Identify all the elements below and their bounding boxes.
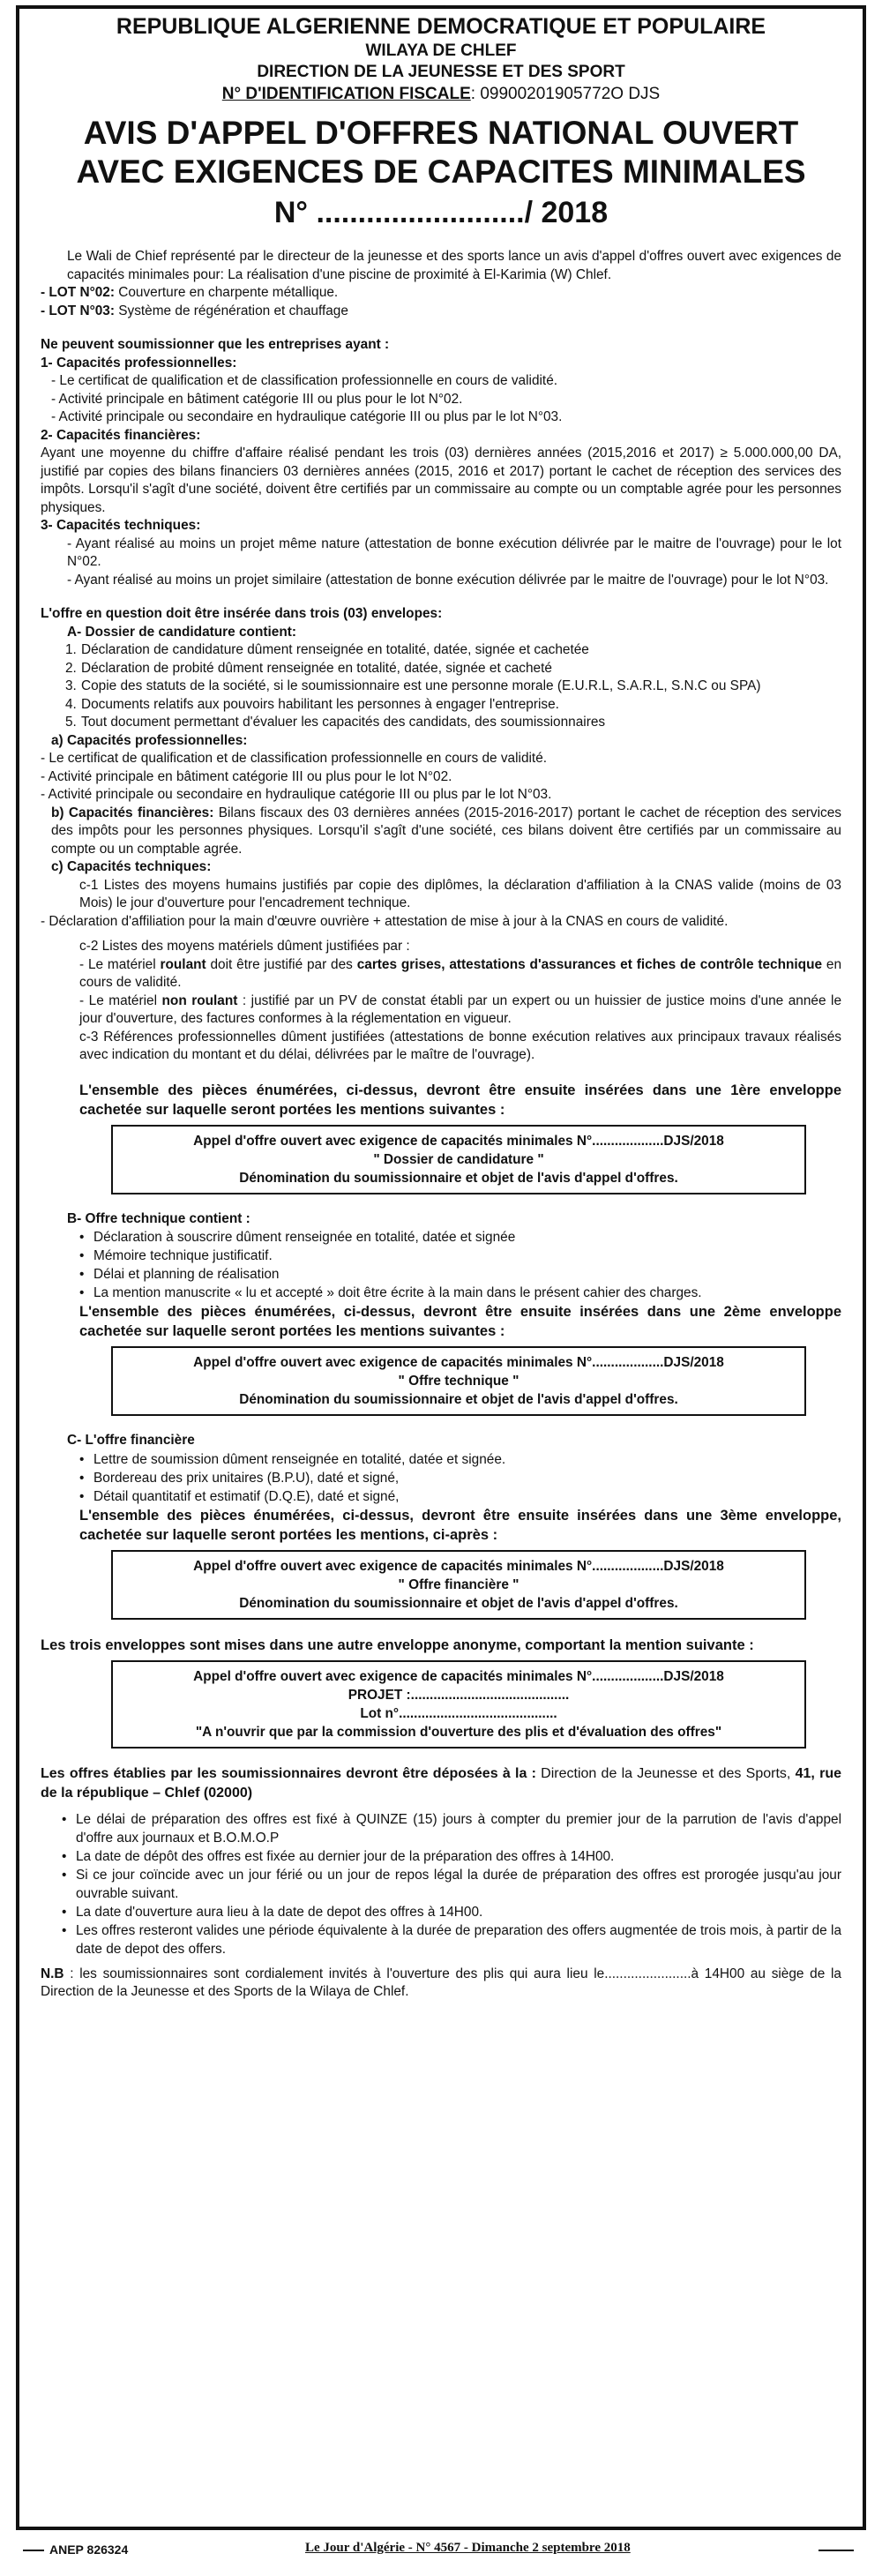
box-line: " Offre technique " xyxy=(398,1374,519,1389)
list-item: 5. Tout document permettant d'évaluer les capacités des candidats, des soumissionnaires xyxy=(65,715,606,730)
candidature-list xyxy=(41,641,841,732)
anonymous-envelope-text: Les trois enveloppes sont mises dans une autre enveloppe anonyme, comportant la mention suivante : xyxy=(41,1636,754,1653)
list-item: • Mémoire technique justificatif. xyxy=(93,1247,841,1265)
header-block xyxy=(41,12,841,105)
header-nif xyxy=(41,84,841,105)
notice-content xyxy=(41,12,841,2002)
sub-tech-heading: c) Capacités techniques: xyxy=(51,859,212,875)
box-line: Dénomination du soumissionnaire et objet de l'avis d'appel d'offres. xyxy=(239,1595,678,1611)
nif-value: : 09900201905772O DJS xyxy=(470,84,661,103)
list-item: 4. Documents relatifs aux pouvoirs habilitant les personnes à engager l'entreprise. xyxy=(65,696,559,712)
envelope-3-label-box xyxy=(111,1550,806,1620)
c3-text: c-3 Références professionnelles dûment justifiées (attestations de bonne exécution relatives aux principaux travaux réalisés avec indication du montant et du délai, délivrées par le maître de l'ouvrage). xyxy=(79,1029,841,1063)
title-line-2: AVEC EXIGENCES DE CAPACITES MINIMALES xyxy=(76,153,806,190)
c2b-text: - Le matériel non roulant : justifié par un PV de constat établi par un expert ou un huissier de justice moins d'une année le jour d'ouverture, des factures conformes à la réglementation en vigueur. xyxy=(79,992,842,1027)
c2a-text: - Le matériel roulant doit être justifié par des cartes grises, attestations d'assurances et fiches de contrôle technique en cours de validité. xyxy=(79,956,842,991)
c1-text: c-1 Listes des moyens humains justifiés par copie des diplômes, la déclaration d'affiliation à la CNAS valide (moins de 03 Mois) le jour d'ouverture pour l'encadrement technique. xyxy=(79,877,841,911)
box-line: Appel d'offre ouvert avec exigence de capacités minimales N°...................DJS/2018 xyxy=(193,1355,724,1371)
envelope-3-instructions: L'ensemble des pièces énumérées, ci-dessus, devront être ensuite insérées dans une 3ème enveloppe, cachetée sur laquelle seront portées les mentions, ci-après : xyxy=(79,1507,841,1543)
list-item: • La mention manuscrite « lu et accepté » doit être écrite à la main dans le présent cahier des charges. xyxy=(93,1284,841,1302)
eligibility-heading: Ne peuvent soumissionner que les entreprises ayant : xyxy=(41,337,390,353)
header-direction: DIRECTION DE LA JEUNESSE ET DES SPORT xyxy=(257,63,625,82)
box-line: Appel d'offre ouvert avec exigence de capacités minimales N°...................DJS/2018 xyxy=(193,1668,724,1684)
header-republic: REPUBLIQUE ALGERIENNE DEMOCRATIQUE ET POPULAIRE xyxy=(116,14,766,39)
deposit-paragraph: Les offres établies par les soumissionnaires devront être déposées à la : Direction de la Jeunesse et des Sports, 41, rue de la république – Chlef (02000) xyxy=(41,1765,841,1801)
publication-footer xyxy=(49,2537,833,2564)
prof-item: - Activité principale en bâtiment catégorie III ou plus pour le lot N°02. xyxy=(51,391,463,407)
intro-paragraph: Le Wali de Chief représenté par le directeur de la jeunesse et des sports lance un avis d'appel d'offres ouvert avec exigences de capacités minimales pour: La réalisation d'une piscine de proximité à El-Karimia (W) Chlef. xyxy=(67,249,841,282)
candidature-heading: A- Dossier de candidature contient: xyxy=(67,624,296,640)
lot-03: - LOT N°03: Système de régénération et chauffage xyxy=(41,303,348,318)
sub-prof-item: - Activité principale en bâtiment catégorie III ou plus pour le lot N°02. xyxy=(41,768,452,784)
list-item: • Si ce jour coïncide avec un jour férié ou un jour de repos légal la durée de préparation des offres est prorogée jusqu'au jour ouvrable suivant. xyxy=(76,1866,841,1903)
list-item: • Délai et planning de réalisation xyxy=(93,1265,841,1284)
c1b-text: - Déclaration d'affiliation pour la main d'œuvre ouvrière + attestation de mise à jour à la CNAS en cours de validité. xyxy=(41,913,729,929)
envelope-1-instructions: L'ensemble des pièces énumérées, ci-dessus, devront être ensuite insérées dans une 1ère enveloppe cachetée sur laquelle seront portées les mentions suivantes : xyxy=(79,1082,841,1118)
prof-capacity-heading: 1- Capacités professionnelles: xyxy=(41,355,237,371)
list-item: 3. Copie des statuts de la société, si le soumissionnaire est une personne morale (E.U.R.L, S.A.R.L, S.N.C ou SPA) xyxy=(65,678,761,694)
envelope-2-instructions: L'ensemble des pièces énumérées, ci-dessus, devront être ensuite insérées dans une 2ème enveloppe cachetée sur laquelle seront portées les mentions suivantes : xyxy=(79,1304,841,1340)
lot-02: - LOT N°02: Couverture en charpente métallique. xyxy=(41,285,339,301)
tech-capacity-heading: 3- Capacités techniques: xyxy=(41,518,201,534)
list-item: • La date de dépôt des offres est fixée au dernier jour de la préparation des offres à 14H00. xyxy=(76,1847,841,1866)
envelope-1-label-box xyxy=(111,1125,806,1194)
envelopes-heading: L'offre en question doit être insérée dans trois (03) envelopes: xyxy=(41,606,443,622)
tech-item: - Ayant réalisé au moins un projet même nature (attestation de bonne exécution délivrée par le maitre de l'ouvrage) pour le lot N°02. xyxy=(67,535,841,570)
fin-capacity-text: Ayant une moyenne du chiffre d'affaire réalisé pendant les trois (03) dernières années (2015,2016 et 2017) ≥ 5.000.000,00 DA, justifié par copies des bilans financiers 03 dernières années (2015, 2016 et 2017) portant le cachet de réception des services des impôts. Lorsqu'il s'agît d'une société, doivent être certifiés par un commissaire au compte ou un comptable agrée pour les personnes physiques. xyxy=(41,446,841,515)
sub-prof-item: - Activité principale ou secondaire en hydraulique catégorie III ou plus par le lot N°03. xyxy=(41,787,552,803)
anep-reference: ANEP 826324 xyxy=(49,2542,129,2557)
prof-item: - Activité principale ou secondaire en hydraulique catégorie III ou plus par le lot N°03. xyxy=(51,409,563,425)
notice-number: N° ........................./ 2018 xyxy=(273,196,609,230)
box-line: PROJET :.......................................... xyxy=(348,1687,570,1703)
list-item: • Bordereau des prix unitaires (B.P.U), daté et signé, xyxy=(93,1469,841,1487)
technical-offer-heading: B- Offre technique contient : xyxy=(67,1210,250,1226)
box-line: " Offre financière " xyxy=(398,1576,519,1592)
list-item: • Détail quantitatif et estimatif (D.Q.E), daté et signé, xyxy=(93,1487,841,1506)
publication-info: Le Jour d'Algérie - N° 4567 - Dimanche 2 septembre 2018 xyxy=(305,2541,631,2555)
notice-title xyxy=(41,114,841,191)
title-line-1: AVIS D'APPEL D'OFFRES NATIONAL OUVERT xyxy=(83,114,799,151)
envelope-2-label-box xyxy=(111,1346,806,1416)
prof-item: - Le certificat de qualification et de classification professionnelle en cours de validité. xyxy=(51,373,558,389)
box-line: Lot n°.......................................... xyxy=(360,1705,557,1721)
list-item: • Déclaration à souscrire dûment renseignée en totalité, datée et signée xyxy=(93,1228,841,1247)
header-wilaya: WILAYA DE CHLEF xyxy=(365,41,517,60)
anonymous-envelope-label-box xyxy=(111,1660,806,1749)
box-line: Dénomination du soumissionnaire et objet de l'avis d'appel d'offres. xyxy=(239,1170,678,1186)
box-line: Appel d'offre ouvert avec exigence de capacités minimales N°...................DJS/2018 xyxy=(193,1558,724,1574)
sub-fin-paragraph: b) Capacités financières: Bilans fiscaux des 03 dernières années (2015-2016-2017) portant le cachet de réception des services des impôts pour les personnes physiques. Lorsqu'il s'agît d'une société, ces bilans doivent être certifiés par un commissaire au compte ou un comptable agrée. xyxy=(51,805,841,857)
list-item: 2. Déclaration de probité dûment renseignée en totalité, datée, signée et cacheté xyxy=(65,660,552,676)
c2-text: c-2 Listes des moyens matériels dûment justifiées par : xyxy=(79,939,410,955)
fin-capacity-heading: 2- Capacités financières: xyxy=(41,427,201,443)
sub-prof-item: - Le certificat de qualification et de classification professionnelle en cours de validité. xyxy=(41,751,548,767)
financial-offer-heading: C- L'offre financière xyxy=(67,1433,195,1449)
list-item: 1. Déclaration de candidature dûment renseignée en totalité, datée, signée et cachetée xyxy=(65,642,589,658)
nif-label: N° D'IDENTIFICATION FISCALE xyxy=(221,84,471,103)
list-item: • La date d'ouverture aura lieu à la date de depot des offres à 14H00. xyxy=(76,1903,841,1921)
list-item: • Le délai de préparation des offres est fixé à QUINZE (15) jours à compter du premier jour de la parrution de l'avis d'appel d'offre aux journaux et B.O.M.O.P xyxy=(76,1810,841,1847)
box-line: "A n'ouvrir que par la commission d'ouverture des plis et d'évaluation des offres" xyxy=(195,1724,722,1740)
sub-prof-heading: a) Capacités professionnelles: xyxy=(51,732,248,748)
box-line: Dénomination du soumissionnaire et objet de l'avis d'appel d'offres. xyxy=(239,1392,678,1408)
financial-offer-list xyxy=(41,1450,841,1506)
tech-item: - Ayant réalisé au moins un projet similaire (attestation de bonne exécution délivrée par le maitre de l'ouvrage) pour le lot N°03. xyxy=(67,572,829,588)
box-line: Appel d'offre ouvert avec exigence de capacités minimales N°...................DJS/2018 xyxy=(193,1133,724,1149)
list-item: • Lettre de soumission dûment renseignée en totalité, datée et signée. xyxy=(93,1450,841,1469)
deposit-conditions-list xyxy=(41,1810,841,1958)
list-item: • Les offres resteront valides une période équivalente à la durée de preparation des offers augmentée de trois mois, à partir de la date de depot des offers. xyxy=(76,1921,841,1958)
box-line: " Dossier de candidature " xyxy=(373,1151,544,1167)
technical-offer-list xyxy=(41,1228,841,1302)
nb-note: N.B : les soumissionnaires sont cordialement invités à l'ouverture des plis qui aura lieu le.......................à 14H00 au siège de la Direction de la Jeunesse et des Sports de la Wilaya de Chlef. xyxy=(41,1966,841,2000)
